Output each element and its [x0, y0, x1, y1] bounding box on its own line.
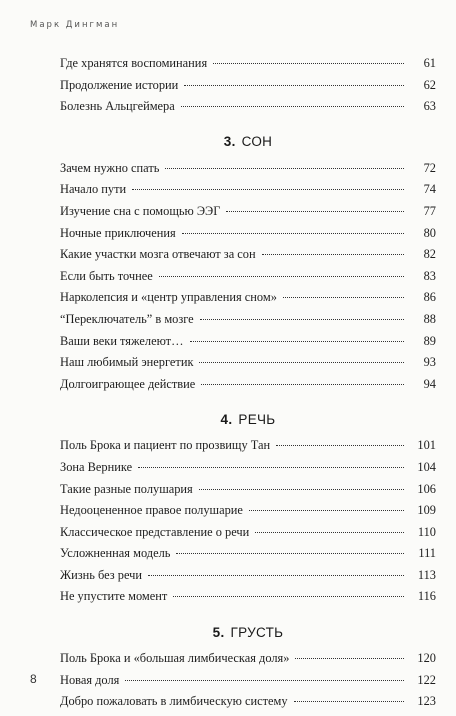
chapter-title: РЕЧЬ [238, 411, 276, 427]
toc-entry [60, 377, 436, 399]
toc-entry-title: Недооцененное правое полушарие [60, 503, 243, 518]
dot-leader [148, 575, 404, 576]
dot-leader [125, 680, 404, 681]
toc-entry-page: 62 [423, 77, 436, 92]
dot-leader [200, 319, 404, 320]
dot-leader [295, 658, 404, 659]
chapter-number: 4. [220, 411, 233, 427]
dot-leader [255, 532, 404, 533]
toc-entry-page: 123 [417, 694, 436, 709]
toc-entry-title: “Переключатель” в мозге [60, 311, 194, 326]
toc-entry [60, 290, 436, 312]
chapter-number: 5. [212, 624, 225, 640]
toc-entry [60, 651, 436, 673]
toc-entry-page: 74 [423, 182, 436, 197]
chapter-number: 3. [223, 134, 236, 150]
toc-entry-page: 86 [423, 290, 436, 305]
toc-entry-page: 113 [417, 567, 436, 582]
dot-leader [165, 168, 404, 169]
toc-entry-title: Какие участки мозга отвечают за сон [60, 247, 256, 262]
toc-entry [60, 161, 436, 183]
toc-entry-title: Где хранятся воспоминания [60, 56, 208, 70]
toc-entry-page: 122 [417, 672, 436, 687]
toc-entry-title: Добро пожаловать в лимбическую систему [60, 694, 288, 709]
toc-entry [60, 312, 436, 334]
toc-entry-page: 101 [417, 438, 436, 453]
running-head: Марк Дингман [30, 20, 120, 30]
toc-entry [60, 78, 436, 100]
chapter-heading [60, 615, 436, 649]
dot-leader [294, 701, 404, 702]
toc-entry-title: Классическое представление о речи [60, 524, 250, 539]
toc-entry [60, 673, 436, 695]
toc-entry-page: 104 [417, 459, 436, 474]
chapter-heading [60, 125, 436, 159]
toc-entry-page: 83 [423, 268, 436, 283]
toc-entry [60, 182, 436, 204]
toc-entry [60, 546, 436, 568]
dot-leader [132, 189, 404, 190]
toc-entry [60, 694, 436, 716]
chapter-title: ГРУСТЬ [230, 624, 284, 640]
toc-entry-title: Жизнь без речи [60, 567, 143, 582]
toc-entry-title: Нарколепсия и «центр управления сном» [60, 290, 277, 305]
chapter-title: СОН [241, 134, 273, 150]
dot-leader [190, 341, 405, 342]
toc-entry-page: 89 [423, 333, 436, 348]
toc-entry-page: 93 [423, 355, 436, 370]
dot-leader [262, 254, 404, 255]
toc-entry-page: 72 [423, 160, 436, 175]
toc-entry-title: Ваши веки тяжелеют… [60, 333, 184, 348]
toc-entry-title: Зона Вернике [60, 459, 133, 474]
toc-entry-title: Такие разные полушария [60, 481, 193, 496]
toc-entry-title: Поль Брока и «большая лимбическая доля» [60, 651, 290, 666]
dot-leader [249, 510, 404, 511]
toc-entry-page: 120 [417, 651, 436, 666]
toc-entry [60, 589, 436, 611]
dot-leader [138, 467, 404, 468]
toc-entry-page: 80 [423, 225, 436, 240]
toc-entry-title: Усложненная модель [60, 546, 171, 561]
dot-leader [176, 553, 404, 554]
dot-leader [184, 85, 404, 86]
toc-entry [60, 226, 436, 248]
dot-leader [182, 233, 404, 234]
toc-entry-page: 116 [417, 589, 436, 604]
toc-entry [60, 482, 436, 504]
dot-leader [226, 211, 404, 212]
toc-entry [60, 99, 436, 121]
toc-entry [60, 247, 436, 269]
toc-entry [60, 503, 436, 525]
toc-entry-title: Болезнь Альцгеймера [60, 99, 175, 114]
dot-leader [283, 297, 404, 298]
toc-entry [60, 525, 436, 547]
toc-entry-page: 94 [423, 376, 436, 391]
dot-leader [159, 276, 404, 277]
toc-entry-title: Если быть точнее [60, 268, 153, 283]
toc-entry-page: 109 [417, 503, 436, 518]
chapter-heading [60, 402, 436, 436]
toc-entry-title: Зачем нужно спать [60, 160, 160, 175]
dot-leader [213, 63, 404, 64]
toc-entry-page: 111 [418, 546, 436, 561]
toc-entry [60, 355, 436, 377]
toc-entry-title: Ночные приключения [60, 225, 176, 240]
toc-entry-page: 82 [423, 247, 436, 262]
toc-entry [60, 269, 436, 291]
toc-entry-page: 88 [423, 311, 436, 326]
toc-entry-title: Продолжение истории [60, 77, 179, 92]
toc-entry [60, 334, 436, 356]
toc-entry [60, 568, 436, 590]
toc-entry [60, 56, 436, 78]
dot-leader [199, 362, 404, 363]
dot-leader [201, 384, 404, 385]
toc-entry-title: Долгоиграющее действие [60, 376, 196, 391]
toc-entry [60, 438, 436, 460]
toc-entry-title: Новая доля [60, 672, 120, 687]
toc-entry-title: Поль Брока и пациент по прозвищу Тан [60, 438, 271, 453]
page-number: 8 [30, 672, 37, 686]
table-of-contents [60, 56, 436, 716]
toc-entry-title: Наш любимый энергетик [60, 355, 194, 370]
dot-leader [199, 489, 404, 490]
toc-entry-title: Не упустите момент [60, 589, 168, 604]
toc-entry-title: Начало пути [60, 182, 127, 197]
toc-entry-page: 110 [417, 524, 436, 539]
toc-entry-page: 61 [423, 56, 436, 70]
dot-leader [173, 596, 404, 597]
dot-leader [181, 106, 404, 107]
dot-leader [276, 445, 404, 446]
toc-entry [60, 460, 436, 482]
toc-entry-page: 63 [423, 99, 436, 114]
toc-entry-page: 77 [423, 203, 436, 218]
toc-entry-page: 106 [417, 481, 436, 496]
toc-entry-title: Изучение сна с помощью ЭЭГ [60, 203, 221, 218]
toc-entry [60, 204, 436, 226]
